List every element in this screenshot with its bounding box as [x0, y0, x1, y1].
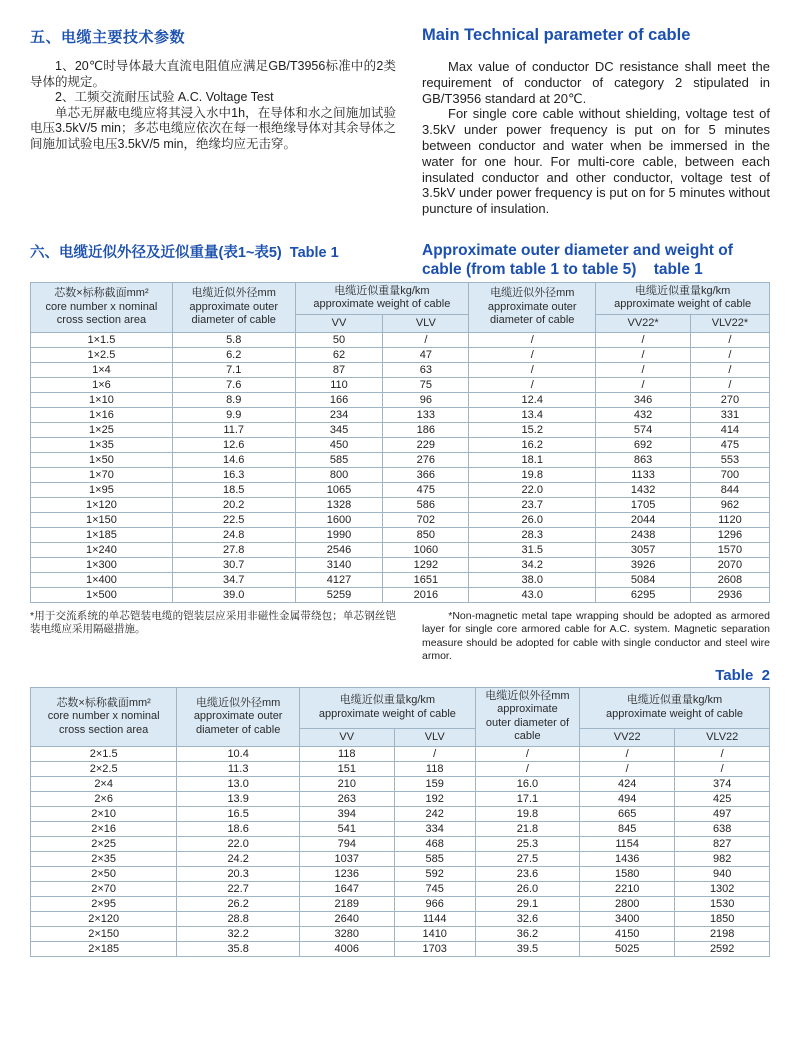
- table-cell: 2189: [299, 896, 394, 911]
- table-row: [31, 482, 770, 497]
- table-cell: 1×35: [31, 437, 173, 452]
- table-cell: 702: [383, 512, 469, 527]
- table-cell: 863: [596, 452, 691, 467]
- cable-table-1: [30, 282, 770, 603]
- table1-body: [31, 332, 770, 602]
- table-cell: 2×2.5: [31, 761, 177, 776]
- table-row: [31, 347, 770, 362]
- section6-title-row: [30, 241, 770, 279]
- table-cell: /: [596, 332, 691, 347]
- table-cell: /: [469, 332, 596, 347]
- table-cell: 1236: [299, 866, 394, 881]
- table-cell: 1037: [299, 851, 394, 866]
- table-cell: 1154: [580, 836, 675, 851]
- table-row: [31, 422, 770, 437]
- table-cell: 1060: [383, 542, 469, 557]
- table-cell: 270: [690, 392, 769, 407]
- table-cell: 6.2: [172, 347, 295, 362]
- header-vlv: VLV: [383, 314, 469, 332]
- table-cell: 20.2: [172, 497, 295, 512]
- table-cell: 1120: [690, 512, 769, 527]
- table-cell: 28.8: [177, 911, 300, 926]
- table-cell: 4127: [295, 572, 383, 587]
- table-cell: 34.7: [172, 572, 295, 587]
- table-cell: 19.8: [475, 806, 579, 821]
- table-row: [31, 851, 770, 866]
- table-row: [31, 557, 770, 572]
- table-row: [31, 587, 770, 602]
- table-cell: 1×500: [31, 587, 173, 602]
- table-cell: 192: [394, 791, 475, 806]
- table-row: [31, 896, 770, 911]
- table-cell: 186: [383, 422, 469, 437]
- table-cell: 2×35: [31, 851, 177, 866]
- table-cell: 665: [580, 806, 675, 821]
- table-cell: 1302: [675, 881, 770, 896]
- table-row: [31, 377, 770, 392]
- header-vv: VV: [299, 728, 394, 746]
- table-cell: 234: [295, 407, 383, 422]
- table-cell: 1×10: [31, 392, 173, 407]
- table-cell: 151: [299, 761, 394, 776]
- table-cell: 3926: [596, 557, 691, 572]
- table-row: [31, 881, 770, 896]
- table-cell: 541: [299, 821, 394, 836]
- header-vv22: VV22*: [596, 314, 691, 332]
- table-cell: 210: [299, 776, 394, 791]
- table-cell: 5025: [580, 941, 675, 956]
- table-cell: 1×2.5: [31, 347, 173, 362]
- table-row: [31, 497, 770, 512]
- table-row: [31, 527, 770, 542]
- table-cell: 25.3: [475, 836, 579, 851]
- table-cell: /: [596, 347, 691, 362]
- table-cell: 1328: [295, 497, 383, 512]
- table-cell: 23.6: [475, 866, 579, 881]
- table-cell: 2592: [675, 941, 770, 956]
- table-cell: 26.2: [177, 896, 300, 911]
- table-cell: 1×95: [31, 482, 173, 497]
- table-row: [31, 746, 770, 761]
- table-cell: 5259: [295, 587, 383, 602]
- table-cell: /: [690, 362, 769, 377]
- table-cell: 32.6: [475, 911, 579, 926]
- header-weight-1: 电缆近似重量kg/km approximate weight of cable: [299, 687, 475, 728]
- header-vlv22: VLV22: [675, 728, 770, 746]
- table-cell: 2×4: [31, 776, 177, 791]
- table-cell: 24.2: [177, 851, 300, 866]
- table-cell: 3280: [299, 926, 394, 941]
- table-cell: 27.5: [475, 851, 579, 866]
- table-cell: 982: [675, 851, 770, 866]
- table-cell: 800: [295, 467, 383, 482]
- table-row: [31, 836, 770, 851]
- table-cell: 592: [394, 866, 475, 881]
- table-cell: 13.9: [177, 791, 300, 806]
- en-paragraph-1: Max value of conductor DC resistance shall meet the requirement of conductor of category 2 stipulated in GB/T3956 standard at 20℃.: [422, 59, 770, 106]
- table-cell: 118: [394, 761, 475, 776]
- table-cell: 468: [394, 836, 475, 851]
- table-cell: 47: [383, 347, 469, 362]
- table-row: [31, 452, 770, 467]
- table-cell: 19.8: [469, 467, 596, 482]
- table-cell: 12.4: [469, 392, 596, 407]
- table2-body: [31, 746, 770, 956]
- table-cell: 1×150: [31, 512, 173, 527]
- table-cell: 1703: [394, 941, 475, 956]
- table-cell: 2×16: [31, 821, 177, 836]
- table2-label: Table 2: [715, 666, 770, 684]
- table-cell: /: [475, 761, 579, 776]
- table-cell: 2070: [690, 557, 769, 572]
- table-cell: 28.3: [469, 527, 596, 542]
- table-cell: /: [690, 347, 769, 362]
- table-cell: 2016: [383, 587, 469, 602]
- table-cell: 450: [295, 437, 383, 452]
- table-cell: 1705: [596, 497, 691, 512]
- table-cell: 1×120: [31, 497, 173, 512]
- table-cell: 242: [394, 806, 475, 821]
- header-outer-diameter-1: 电缆近似外径mm approximate outer diameter of cable: [172, 282, 295, 332]
- table-cell: 20.3: [177, 866, 300, 881]
- table-cell: 827: [675, 836, 770, 851]
- table-cell: 1×25: [31, 422, 173, 437]
- table-row: [31, 806, 770, 821]
- table-cell: 16.0: [475, 776, 579, 791]
- table-cell: 15.2: [469, 422, 596, 437]
- table-cell: 2640: [299, 911, 394, 926]
- table-cell: 1×6: [31, 377, 173, 392]
- table-cell: 844: [690, 482, 769, 497]
- section5-title-en: Main Technical parameter of cable: [422, 26, 691, 44]
- table-cell: 2×150: [31, 926, 177, 941]
- table-cell: 29.1: [475, 896, 579, 911]
- table-row: [31, 941, 770, 956]
- table-cell: 43.0: [469, 587, 596, 602]
- table-cell: 5.8: [172, 332, 295, 347]
- section5-title-row: [30, 26, 770, 47]
- table-row: [31, 542, 770, 557]
- table-cell: 13.4: [469, 407, 596, 422]
- table-row: [31, 572, 770, 587]
- table-cell: /: [383, 332, 469, 347]
- footnote-en: *Non-magnetic metal tape wrapping should be adopted as armored layer for single core armored cable for A.C. system. Magnetic separation measure should be adopted for cable with single conductor and steel wire armor.: [422, 609, 770, 663]
- table-cell: 2210: [580, 881, 675, 896]
- table-cell: 2800: [580, 896, 675, 911]
- table-cell: 22.7: [177, 881, 300, 896]
- table-cell: 39.0: [172, 587, 295, 602]
- table-cell: 425: [675, 791, 770, 806]
- table-cell: 22.0: [469, 482, 596, 497]
- table-cell: 585: [394, 851, 475, 866]
- table-cell: 1133: [596, 467, 691, 482]
- table-cell: 2×50: [31, 866, 177, 881]
- header-vlv: VLV: [394, 728, 475, 746]
- table-cell: 2×70: [31, 881, 177, 896]
- table-cell: 3140: [295, 557, 383, 572]
- table-cell: 346: [596, 392, 691, 407]
- table-cell: 26.0: [475, 881, 579, 896]
- zh-paragraph-3: 单芯无屏蔽电缆应将其浸入水中1h，在导体和水之间施加试验电压3.5kV/5 min；多芯电缆应依次在每一根绝缘导体对其余导体之间施加试验电压3.5kV/5 min，绝缘均应无击穿。: [30, 105, 397, 151]
- table-row: [31, 362, 770, 377]
- table-cell: 494: [580, 791, 675, 806]
- table-cell: 1×300: [31, 557, 173, 572]
- table-cell: /: [596, 377, 691, 392]
- table-cell: 1×240: [31, 542, 173, 557]
- table-cell: 334: [394, 821, 475, 836]
- table-cell: 700: [690, 467, 769, 482]
- table-cell: 1×50: [31, 452, 173, 467]
- table-cell: 1600: [295, 512, 383, 527]
- table-cell: 14.6: [172, 452, 295, 467]
- table-cell: 2546: [295, 542, 383, 557]
- table-cell: /: [580, 761, 675, 776]
- table-cell: 159: [394, 776, 475, 791]
- table-cell: 553: [690, 452, 769, 467]
- table-cell: 2608: [690, 572, 769, 587]
- table-cell: 229: [383, 437, 469, 452]
- table-cell: 1×4: [31, 362, 173, 377]
- table-cell: 692: [596, 437, 691, 452]
- section6-title-zh: 六、电缆近似外径及近似重量(表1~表5) Table 1: [30, 244, 339, 261]
- table-cell: 18.5: [172, 482, 295, 497]
- table-cell: 110: [295, 377, 383, 392]
- table-cell: 850: [383, 527, 469, 542]
- table-cell: 940: [675, 866, 770, 881]
- table-cell: 366: [383, 467, 469, 482]
- table-cell: 2×120: [31, 911, 177, 926]
- table-cell: 16.3: [172, 467, 295, 482]
- table-cell: 1436: [580, 851, 675, 866]
- table-cell: 24.8: [172, 527, 295, 542]
- table-cell: /: [469, 362, 596, 377]
- table-cell: 63: [383, 362, 469, 377]
- table-cell: 3400: [580, 911, 675, 926]
- header-weight-2: 电缆近似重量kg/km approximate weight of cable: [580, 687, 770, 728]
- header-vlv22: VLV22*: [690, 314, 769, 332]
- table-cell: 432: [596, 407, 691, 422]
- header-core-number: 芯数×标称截面mm² core number x nominal cross section area: [31, 282, 173, 332]
- table-cell: 23.7: [469, 497, 596, 512]
- table-cell: 5084: [596, 572, 691, 587]
- table-cell: /: [475, 746, 579, 761]
- table-cell: 2198: [675, 926, 770, 941]
- table-cell: 4006: [299, 941, 394, 956]
- table-cell: /: [469, 377, 596, 392]
- table-cell: 96: [383, 392, 469, 407]
- table-cell: 966: [394, 896, 475, 911]
- table-cell: 35.8: [177, 941, 300, 956]
- table-cell: /: [596, 362, 691, 377]
- table-cell: 22.5: [172, 512, 295, 527]
- table-cell: 1530: [675, 896, 770, 911]
- table-cell: 36.2: [475, 926, 579, 941]
- table-cell: 27.8: [172, 542, 295, 557]
- table-cell: 345: [295, 422, 383, 437]
- en-paragraph-2: For single core cable without shielding, voltage test of 3.5kV under power frequency is put on for 5 minutes between conductor and water when be immersed in the water for one hour. For multi-core cable, between each insulated conductor and other conductor, voltage test of 3.5kV under power frequency is put on for 5 minutes without puncture of insulation.: [422, 106, 770, 217]
- table-cell: 11.3: [177, 761, 300, 776]
- table-row: [31, 332, 770, 347]
- table-cell: 745: [394, 881, 475, 896]
- header-outer-diameter-1: 电缆近似外径mm approximate outer diameter of cable: [177, 687, 300, 746]
- table-cell: 1580: [580, 866, 675, 881]
- table-cell: 7.1: [172, 362, 295, 377]
- table-cell: 166: [295, 392, 383, 407]
- table-row: [31, 407, 770, 422]
- table-cell: 1647: [299, 881, 394, 896]
- table-cell: 2×185: [31, 941, 177, 956]
- table-cell: 2×10: [31, 806, 177, 821]
- table-cell: 7.6: [172, 377, 295, 392]
- table-row: [31, 437, 770, 452]
- table-cell: 3057: [596, 542, 691, 557]
- table-cell: 794: [299, 836, 394, 851]
- table-cell: 26.0: [469, 512, 596, 527]
- table-cell: 1296: [690, 527, 769, 542]
- table-cell: 62: [295, 347, 383, 362]
- table-cell: 424: [580, 776, 675, 791]
- table-cell: 2×25: [31, 836, 177, 851]
- table-cell: 414: [690, 422, 769, 437]
- table-cell: 2×1.5: [31, 746, 177, 761]
- table-cell: 585: [295, 452, 383, 467]
- table-cell: 1410: [394, 926, 475, 941]
- table-row: [31, 866, 770, 881]
- table-cell: 1×16: [31, 407, 173, 422]
- section5-title-zh: 五、电缆主要技术参数: [30, 29, 186, 46]
- table-cell: 16.5: [177, 806, 300, 821]
- table-cell: 87: [295, 362, 383, 377]
- header-weight-2: 电缆近似重量kg/km approximate weight of cable: [596, 282, 770, 314]
- table-cell: 118: [299, 746, 394, 761]
- table-cell: 638: [675, 821, 770, 836]
- table-cell: 18.1: [469, 452, 596, 467]
- header-weight-1: 电缆近似重量kg/km approximate weight of cable: [295, 282, 469, 314]
- table-cell: 16.2: [469, 437, 596, 452]
- table-cell: /: [580, 746, 675, 761]
- table-row: [31, 821, 770, 836]
- table-cell: 1×1.5: [31, 332, 173, 347]
- table-cell: /: [394, 746, 475, 761]
- table1-header: [31, 282, 770, 332]
- table-cell: 394: [299, 806, 394, 821]
- zh-paragraph-2: 2、工频交流耐压试验 A.C. Voltage Test: [55, 90, 274, 104]
- table-cell: 331: [690, 407, 769, 422]
- table-cell: 4150: [580, 926, 675, 941]
- cable-table-2: [30, 687, 770, 957]
- table-row: [31, 467, 770, 482]
- table-cell: 32.2: [177, 926, 300, 941]
- table-cell: 18.6: [177, 821, 300, 836]
- table-cell: 1065: [295, 482, 383, 497]
- table-cell: 2438: [596, 527, 691, 542]
- footnote-zh: *用于交流系统的单芯铠装电缆的铠装层应采用非磁性金属带绕包；单芯钢丝铠装电缆应采用隔磁措施。: [30, 609, 396, 636]
- section5-en-column: [422, 59, 770, 217]
- table-cell: /: [469, 347, 596, 362]
- table-cell: 1570: [690, 542, 769, 557]
- table-cell: 2936: [690, 587, 769, 602]
- table-cell: 39.5: [475, 941, 579, 956]
- section5-zh-column: [30, 59, 396, 217]
- table-cell: 475: [383, 482, 469, 497]
- table-cell: 1651: [383, 572, 469, 587]
- table-cell: 497: [675, 806, 770, 821]
- table-row: [31, 911, 770, 926]
- header-vv: VV: [295, 314, 383, 332]
- table-cell: 6295: [596, 587, 691, 602]
- table-cell: 9.9: [172, 407, 295, 422]
- table-cell: 1144: [394, 911, 475, 926]
- table-cell: 276: [383, 452, 469, 467]
- table-cell: 38.0: [469, 572, 596, 587]
- table-row: [31, 926, 770, 941]
- header-vv22: VV22: [580, 728, 675, 746]
- table-cell: 13.0: [177, 776, 300, 791]
- table-cell: 30.7: [172, 557, 295, 572]
- table-cell: 1×70: [31, 467, 173, 482]
- table-row: [31, 791, 770, 806]
- table-cell: 12.6: [172, 437, 295, 452]
- table-cell: 1850: [675, 911, 770, 926]
- table-cell: 374: [675, 776, 770, 791]
- table-cell: 1990: [295, 527, 383, 542]
- table-cell: 574: [596, 422, 691, 437]
- table-cell: 34.2: [469, 557, 596, 572]
- table-cell: 31.5: [469, 542, 596, 557]
- table-cell: 1×400: [31, 572, 173, 587]
- section6-title-en: Approximate outer diameter and weight of cable (from table 1 to table 5) table 1: [422, 241, 733, 278]
- table-cell: 1×185: [31, 527, 173, 542]
- table-cell: 133: [383, 407, 469, 422]
- footnote-row: [30, 610, 770, 664]
- table-cell: 2×95: [31, 896, 177, 911]
- header-outer-diameter-2: 电缆近似外径mm approximate outer diameter of cable: [475, 687, 579, 746]
- table-row: [31, 776, 770, 791]
- header-core-number: 芯数×标称截面mm² core number x nominal cross section area: [31, 687, 177, 746]
- zh-paragraph-1: 1、20℃时导体最大直流电阻值应满足GB/T3956标准中的2类导体的规定。: [30, 59, 396, 89]
- table-cell: 50: [295, 332, 383, 347]
- table-row: [31, 512, 770, 527]
- section5-body: [30, 59, 770, 217]
- table-cell: 2044: [596, 512, 691, 527]
- table-cell: 2×6: [31, 791, 177, 806]
- table-cell: 75: [383, 377, 469, 392]
- table2-header: [31, 687, 770, 746]
- table-cell: 1432: [596, 482, 691, 497]
- table-cell: 22.0: [177, 836, 300, 851]
- table-cell: 17.1: [475, 791, 579, 806]
- table-cell: 8.9: [172, 392, 295, 407]
- table-cell: 21.8: [475, 821, 579, 836]
- table-cell: 10.4: [177, 746, 300, 761]
- table-row: [31, 761, 770, 776]
- table-cell: /: [690, 377, 769, 392]
- table-cell: 586: [383, 497, 469, 512]
- table-cell: 475: [690, 437, 769, 452]
- table-row: [31, 392, 770, 407]
- header-outer-diameter-2: 电缆近似外径mm approximate outer diameter of cable: [469, 282, 596, 332]
- table-cell: 1292: [383, 557, 469, 572]
- table-cell: 845: [580, 821, 675, 836]
- table-cell: /: [675, 746, 770, 761]
- table-cell: /: [675, 761, 770, 776]
- table-cell: 962: [690, 497, 769, 512]
- table-cell: 11.7: [172, 422, 295, 437]
- table-cell: 263: [299, 791, 394, 806]
- table-cell: /: [690, 332, 769, 347]
